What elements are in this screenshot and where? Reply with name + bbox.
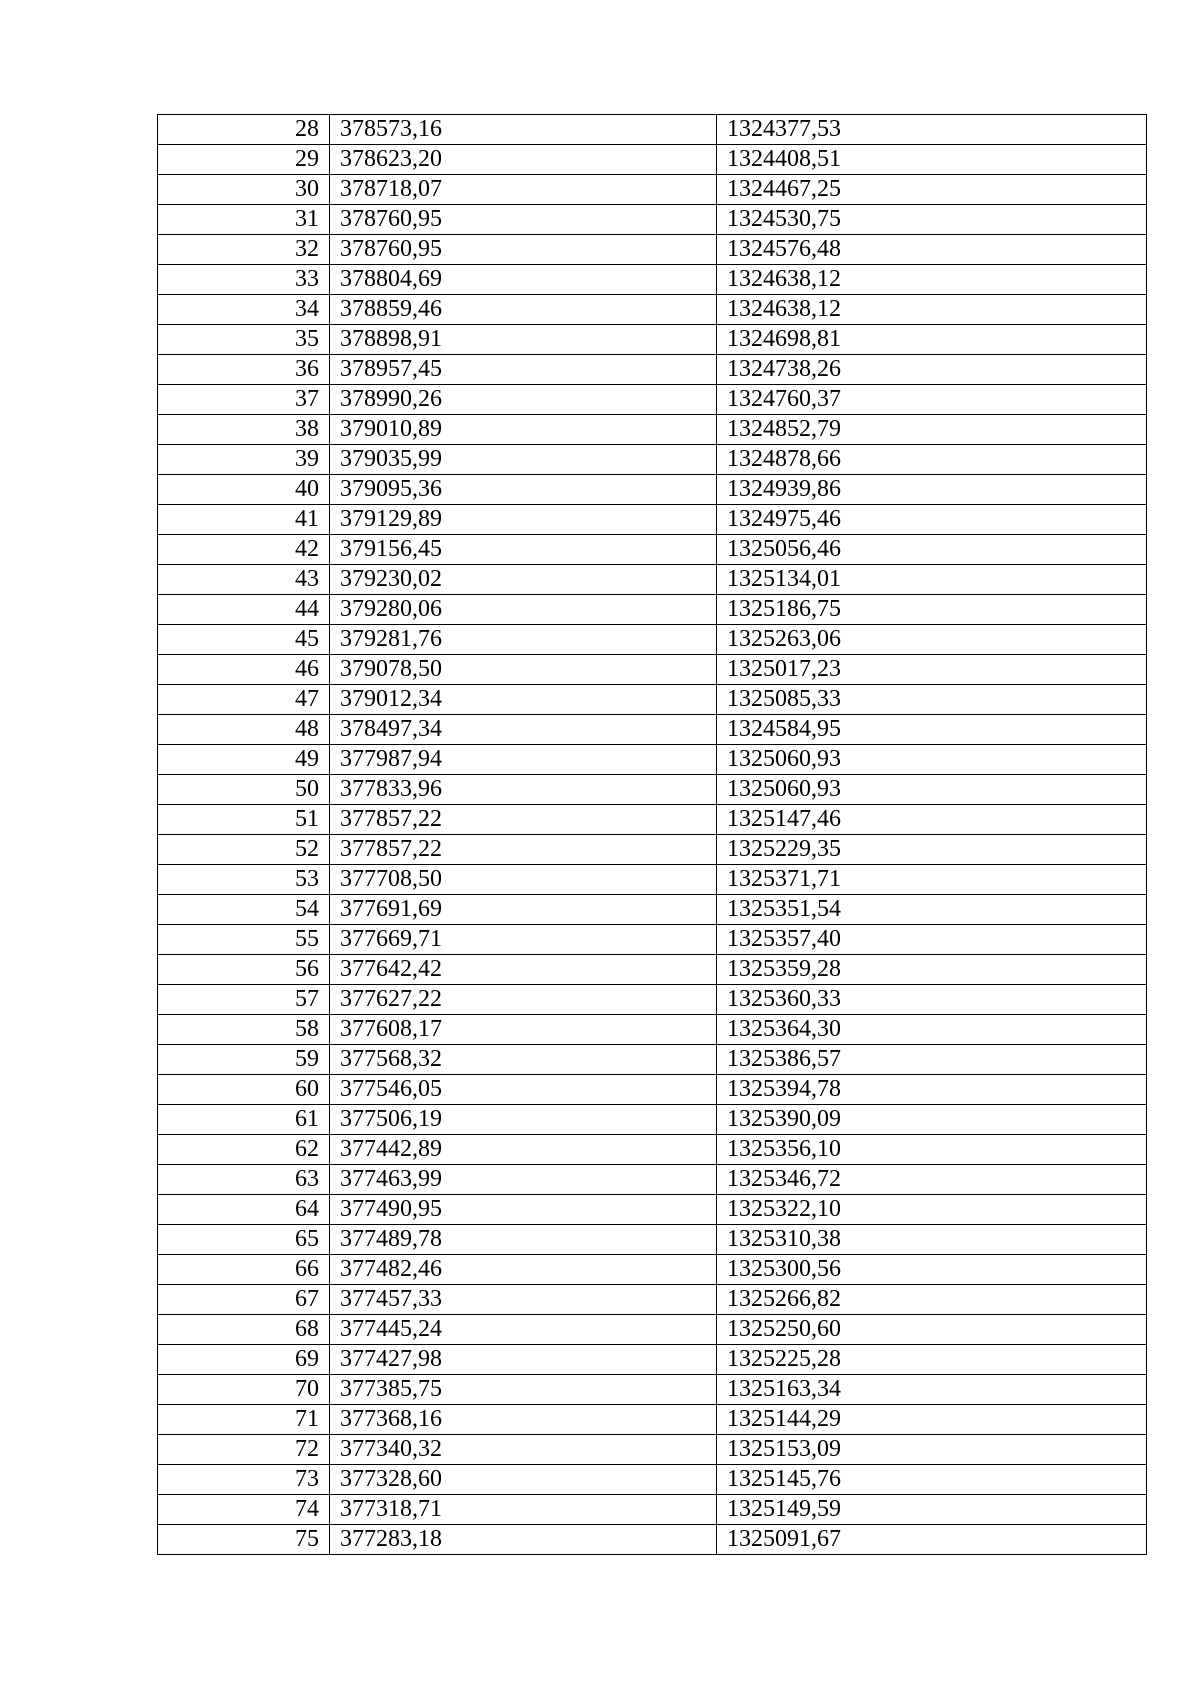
x-coordinate-cell: 377857,22 xyxy=(330,835,717,865)
x-coordinate-cell: 378718,07 xyxy=(330,175,717,205)
y-coordinate-cell: 1325263,06 xyxy=(717,625,1147,655)
point-number-cell: 39 xyxy=(158,445,330,475)
table-row xyxy=(158,1165,1147,1195)
point-number-cell: 37 xyxy=(158,385,330,415)
x-coordinate-cell: 377385,75 xyxy=(330,1375,717,1405)
y-coordinate-cell: 1325163,34 xyxy=(717,1375,1147,1405)
point-number-cell: 42 xyxy=(158,535,330,565)
table-row xyxy=(158,1465,1147,1495)
x-coordinate-cell: 377642,42 xyxy=(330,955,717,985)
y-coordinate-cell: 1324377,53 xyxy=(717,115,1147,145)
y-coordinate-cell: 1325145,76 xyxy=(717,1465,1147,1495)
point-number-cell: 36 xyxy=(158,355,330,385)
y-coordinate-cell: 1325085,33 xyxy=(717,685,1147,715)
x-coordinate-cell: 378760,95 xyxy=(330,235,717,265)
point-number-cell: 60 xyxy=(158,1075,330,1105)
table-row xyxy=(158,1435,1147,1465)
table-row xyxy=(158,325,1147,355)
y-coordinate-cell: 1325147,46 xyxy=(717,805,1147,835)
y-coordinate-cell: 1325356,10 xyxy=(717,1135,1147,1165)
x-coordinate-cell: 378760,95 xyxy=(330,205,717,235)
x-coordinate-cell: 377857,22 xyxy=(330,805,717,835)
y-coordinate-cell: 1324584,95 xyxy=(717,715,1147,745)
y-coordinate-cell: 1325266,82 xyxy=(717,1285,1147,1315)
point-number-cell: 61 xyxy=(158,1105,330,1135)
x-coordinate-cell: 378990,26 xyxy=(330,385,717,415)
y-coordinate-cell: 1325360,33 xyxy=(717,985,1147,1015)
x-coordinate-cell: 377340,32 xyxy=(330,1435,717,1465)
point-number-cell: 30 xyxy=(158,175,330,205)
table-row xyxy=(158,955,1147,985)
x-coordinate-cell: 377445,24 xyxy=(330,1315,717,1345)
table-row xyxy=(158,835,1147,865)
x-coordinate-cell: 377368,16 xyxy=(330,1405,717,1435)
point-number-cell: 71 xyxy=(158,1405,330,1435)
x-coordinate-cell: 377427,98 xyxy=(330,1345,717,1375)
table-row xyxy=(158,1315,1147,1345)
point-number-cell: 46 xyxy=(158,655,330,685)
x-coordinate-cell: 377490,95 xyxy=(330,1195,717,1225)
table-row xyxy=(158,1405,1147,1435)
point-number-cell: 68 xyxy=(158,1315,330,1345)
table-row xyxy=(158,445,1147,475)
table-row xyxy=(158,685,1147,715)
x-coordinate-cell: 377506,19 xyxy=(330,1105,717,1135)
x-coordinate-cell: 379129,89 xyxy=(330,505,717,535)
y-coordinate-cell: 1324638,12 xyxy=(717,265,1147,295)
coordinates-table xyxy=(157,114,1147,1555)
point-number-cell: 75 xyxy=(158,1525,330,1555)
table-row xyxy=(158,205,1147,235)
table-row xyxy=(158,1195,1147,1225)
y-coordinate-cell: 1324760,37 xyxy=(717,385,1147,415)
point-number-cell: 44 xyxy=(158,595,330,625)
point-number-cell: 69 xyxy=(158,1345,330,1375)
x-coordinate-cell: 377442,89 xyxy=(330,1135,717,1165)
y-coordinate-cell: 1325300,56 xyxy=(717,1255,1147,1285)
point-number-cell: 45 xyxy=(158,625,330,655)
y-coordinate-cell: 1324698,81 xyxy=(717,325,1147,355)
point-number-cell: 64 xyxy=(158,1195,330,1225)
y-coordinate-cell: 1325310,38 xyxy=(717,1225,1147,1255)
point-number-cell: 66 xyxy=(158,1255,330,1285)
table-row xyxy=(158,505,1147,535)
point-number-cell: 32 xyxy=(158,235,330,265)
y-coordinate-cell: 1324878,66 xyxy=(717,445,1147,475)
y-coordinate-cell: 1324638,12 xyxy=(717,295,1147,325)
y-coordinate-cell: 1325359,28 xyxy=(717,955,1147,985)
x-coordinate-cell: 377708,50 xyxy=(330,865,717,895)
point-number-cell: 47 xyxy=(158,685,330,715)
y-coordinate-cell: 1325056,46 xyxy=(717,535,1147,565)
point-number-cell: 67 xyxy=(158,1285,330,1315)
table-row xyxy=(158,625,1147,655)
x-coordinate-cell: 377463,99 xyxy=(330,1165,717,1195)
x-coordinate-cell: 377283,18 xyxy=(330,1525,717,1555)
point-number-cell: 56 xyxy=(158,955,330,985)
x-coordinate-cell: 379095,36 xyxy=(330,475,717,505)
table-row xyxy=(158,1225,1147,1255)
point-number-cell: 28 xyxy=(158,115,330,145)
table-row xyxy=(158,535,1147,565)
point-number-cell: 38 xyxy=(158,415,330,445)
point-number-cell: 50 xyxy=(158,775,330,805)
y-coordinate-cell: 1325250,60 xyxy=(717,1315,1147,1345)
x-coordinate-cell: 378898,91 xyxy=(330,325,717,355)
y-coordinate-cell: 1324530,75 xyxy=(717,205,1147,235)
x-coordinate-cell: 379010,89 xyxy=(330,415,717,445)
x-coordinate-cell: 379281,76 xyxy=(330,625,717,655)
y-coordinate-cell: 1325225,28 xyxy=(717,1345,1147,1375)
table-row xyxy=(158,985,1147,1015)
table-row xyxy=(158,355,1147,385)
y-coordinate-cell: 1325346,72 xyxy=(717,1165,1147,1195)
x-coordinate-cell: 379156,45 xyxy=(330,535,717,565)
y-coordinate-cell: 1325060,93 xyxy=(717,745,1147,775)
y-coordinate-cell: 1325371,71 xyxy=(717,865,1147,895)
point-number-cell: 41 xyxy=(158,505,330,535)
point-number-cell: 57 xyxy=(158,985,330,1015)
x-coordinate-cell: 377833,96 xyxy=(330,775,717,805)
y-coordinate-cell: 1325017,23 xyxy=(717,655,1147,685)
y-coordinate-cell: 1325186,75 xyxy=(717,595,1147,625)
x-coordinate-cell: 377568,32 xyxy=(330,1045,717,1075)
table-row xyxy=(158,925,1147,955)
table-row xyxy=(158,1495,1147,1525)
x-coordinate-cell: 378957,45 xyxy=(330,355,717,385)
x-coordinate-cell: 379035,99 xyxy=(330,445,717,475)
point-number-cell: 62 xyxy=(158,1135,330,1165)
table-row xyxy=(158,715,1147,745)
table-row xyxy=(158,1045,1147,1075)
table-row xyxy=(158,145,1147,175)
point-number-cell: 49 xyxy=(158,745,330,775)
x-coordinate-cell: 377627,22 xyxy=(330,985,717,1015)
table-row xyxy=(158,1015,1147,1045)
table-row xyxy=(158,235,1147,265)
table-row xyxy=(158,1525,1147,1555)
table-row xyxy=(158,415,1147,445)
x-coordinate-cell: 377457,33 xyxy=(330,1285,717,1315)
point-number-cell: 54 xyxy=(158,895,330,925)
table-row xyxy=(158,1345,1147,1375)
x-coordinate-cell: 378573,16 xyxy=(330,115,717,145)
y-coordinate-cell: 1325149,59 xyxy=(717,1495,1147,1525)
point-number-cell: 73 xyxy=(158,1465,330,1495)
table-row xyxy=(158,295,1147,325)
y-coordinate-cell: 1325134,01 xyxy=(717,565,1147,595)
point-number-cell: 70 xyxy=(158,1375,330,1405)
x-coordinate-cell: 377328,60 xyxy=(330,1465,717,1495)
y-coordinate-cell: 1325060,93 xyxy=(717,775,1147,805)
table-row xyxy=(158,895,1147,925)
table-row xyxy=(158,1135,1147,1165)
table-row xyxy=(158,115,1147,145)
x-coordinate-cell: 377546,05 xyxy=(330,1075,717,1105)
x-coordinate-cell: 378859,46 xyxy=(330,295,717,325)
point-number-cell: 52 xyxy=(158,835,330,865)
y-coordinate-cell: 1324975,46 xyxy=(717,505,1147,535)
x-coordinate-cell: 379078,50 xyxy=(330,655,717,685)
x-coordinate-cell: 377987,94 xyxy=(330,745,717,775)
point-number-cell: 53 xyxy=(158,865,330,895)
table-row xyxy=(158,265,1147,295)
x-coordinate-cell: 379012,34 xyxy=(330,685,717,715)
point-number-cell: 58 xyxy=(158,1015,330,1045)
x-coordinate-cell: 378623,20 xyxy=(330,145,717,175)
point-number-cell: 74 xyxy=(158,1495,330,1525)
table-row xyxy=(158,1105,1147,1135)
x-coordinate-cell: 377608,17 xyxy=(330,1015,717,1045)
point-number-cell: 59 xyxy=(158,1045,330,1075)
y-coordinate-cell: 1324576,48 xyxy=(717,235,1147,265)
table-row xyxy=(158,1075,1147,1105)
x-coordinate-cell: 379280,06 xyxy=(330,595,717,625)
point-number-cell: 35 xyxy=(158,325,330,355)
point-number-cell: 65 xyxy=(158,1225,330,1255)
x-coordinate-cell: 378497,34 xyxy=(330,715,717,745)
point-number-cell: 55 xyxy=(158,925,330,955)
table-row xyxy=(158,775,1147,805)
table-row xyxy=(158,1285,1147,1315)
x-coordinate-cell: 378804,69 xyxy=(330,265,717,295)
y-coordinate-cell: 1325357,40 xyxy=(717,925,1147,955)
y-coordinate-cell: 1324738,26 xyxy=(717,355,1147,385)
point-number-cell: 51 xyxy=(158,805,330,835)
x-coordinate-cell: 379230,02 xyxy=(330,565,717,595)
y-coordinate-cell: 1324467,25 xyxy=(717,175,1147,205)
x-coordinate-cell: 377318,71 xyxy=(330,1495,717,1525)
point-number-cell: 34 xyxy=(158,295,330,325)
x-coordinate-cell: 377691,69 xyxy=(330,895,717,925)
x-coordinate-cell: 377482,46 xyxy=(330,1255,717,1285)
y-coordinate-cell: 1325322,10 xyxy=(717,1195,1147,1225)
table-row xyxy=(158,385,1147,415)
y-coordinate-cell: 1325091,67 xyxy=(717,1525,1147,1555)
y-coordinate-cell: 1325386,57 xyxy=(717,1045,1147,1075)
point-number-cell: 29 xyxy=(158,145,330,175)
y-coordinate-cell: 1324939,86 xyxy=(717,475,1147,505)
point-number-cell: 33 xyxy=(158,265,330,295)
table-row xyxy=(158,565,1147,595)
y-coordinate-cell: 1325144,29 xyxy=(717,1405,1147,1435)
y-coordinate-cell: 1325364,30 xyxy=(717,1015,1147,1045)
point-number-cell: 31 xyxy=(158,205,330,235)
table-row xyxy=(158,475,1147,505)
table-row xyxy=(158,655,1147,685)
x-coordinate-cell: 377489,78 xyxy=(330,1225,717,1255)
y-coordinate-cell: 1325153,09 xyxy=(717,1435,1147,1465)
table-row xyxy=(158,745,1147,775)
point-number-cell: 63 xyxy=(158,1165,330,1195)
y-coordinate-cell: 1325390,09 xyxy=(717,1105,1147,1135)
table-row xyxy=(158,865,1147,895)
table-row xyxy=(158,1255,1147,1285)
x-coordinate-cell: 377669,71 xyxy=(330,925,717,955)
y-coordinate-cell: 1325351,54 xyxy=(717,895,1147,925)
table-row xyxy=(158,1375,1147,1405)
y-coordinate-cell: 1324852,79 xyxy=(717,415,1147,445)
table-row xyxy=(158,595,1147,625)
table-row xyxy=(158,805,1147,835)
table-row xyxy=(158,175,1147,205)
y-coordinate-cell: 1325394,78 xyxy=(717,1075,1147,1105)
point-number-cell: 40 xyxy=(158,475,330,505)
coordinates-table-body xyxy=(158,115,1147,1555)
point-number-cell: 43 xyxy=(158,565,330,595)
y-coordinate-cell: 1325229,35 xyxy=(717,835,1147,865)
point-number-cell: 48 xyxy=(158,715,330,745)
point-number-cell: 72 xyxy=(158,1435,330,1465)
y-coordinate-cell: 1324408,51 xyxy=(717,145,1147,175)
